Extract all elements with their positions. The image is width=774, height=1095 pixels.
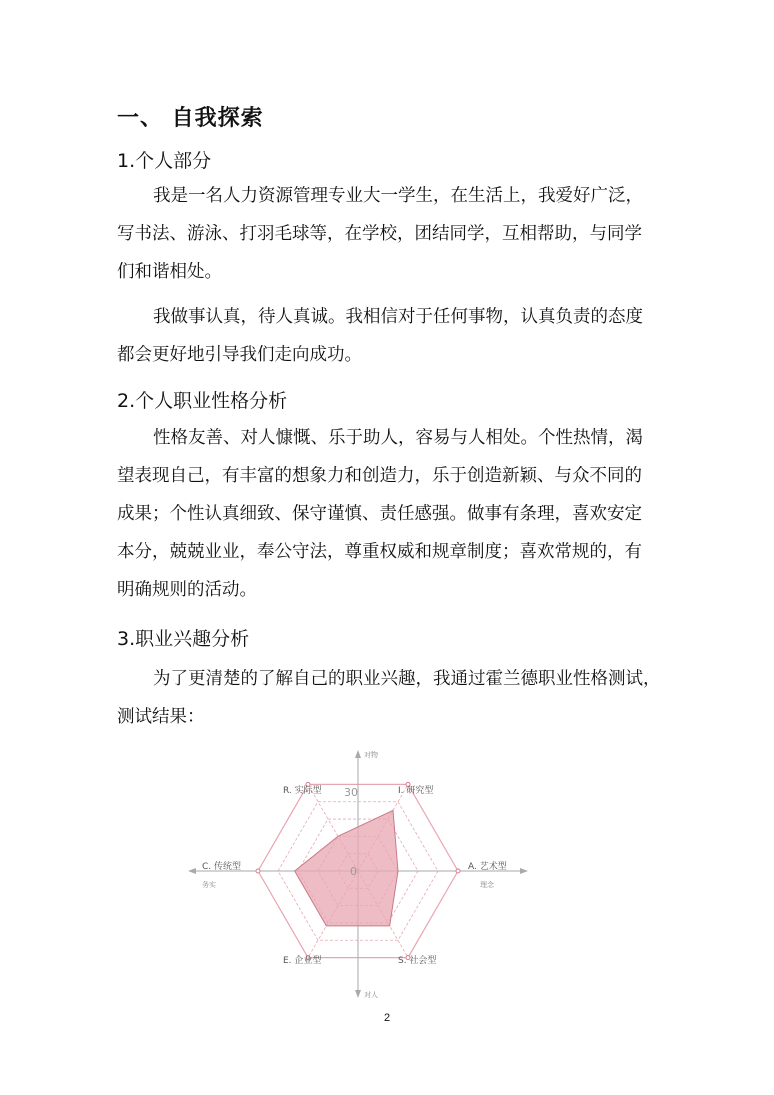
page-number: 2 [383, 1012, 391, 1024]
text-line: 我做事认真，待人真诚。我相信对于任何事物，认真负责的态度 [153, 307, 643, 327]
text-line: 为了更清楚的了解自己的职业兴趣，我通过霍兰德职业性格测试， [153, 669, 661, 689]
axis-arrow-left-icon [188, 868, 196, 874]
text-line: 们和谐相处。 [117, 262, 222, 282]
text-line: 望表现自己，有丰富的想象力和创造力，乐于创造新颖、与众不同的 [117, 466, 642, 486]
text-line: 明确规则的活动。 [117, 580, 257, 600]
text-line: 成果；个性认真细致、保守谨慎、责任感强。做事有条理，喜欢安定 [117, 504, 642, 524]
radar-category-label: A. 艺术型 [468, 862, 507, 872]
text-line: 本分，兢兢业业，奉公守法，尊重权威和规章制度；喜欢常规的，有 [117, 542, 642, 562]
text-line: 写书法、游泳、打羽毛球等，在学校，团结同学，互相帮助，与同学 [117, 224, 642, 244]
axis-arrow-right-icon [520, 868, 528, 874]
radar-category-label: R. 实际型 [283, 786, 322, 796]
text-line: 都会更好地引导我们走向成功。 [117, 345, 362, 365]
section2-paragraph [117, 419, 665, 609]
section-heading: 一、 自我探索 [117, 106, 264, 131]
holland-radar-chart [180, 740, 560, 1010]
radar-vertex-marker [456, 869, 460, 873]
radar-category-label: I. 研究型 [398, 786, 434, 796]
text-line: 性格友善、对人慷慨、乐于助人，容易与人相处。个性热情，渴 [153, 428, 643, 448]
radar-category-label: C. 传统型 [202, 862, 242, 872]
axis-label-bottom: 对人 [364, 991, 378, 999]
text-line: 我是一名人力资源管理专业大一学生，在生活上，我爱好广泛， [153, 186, 643, 206]
section1-paragraph1 [117, 177, 665, 291]
radar-vertex-marker [256, 869, 260, 873]
radar-data-area [295, 810, 398, 925]
scale-label-max: 30 [344, 786, 358, 799]
section3-paragraph [117, 660, 665, 736]
radar-category-label: E. 企业型 [283, 956, 322, 966]
text-line: 测试结果： [117, 707, 205, 727]
axis-arrow-down-icon [355, 990, 361, 998]
axis-label-left: 务实 [202, 881, 216, 889]
axis-label-right: 理念 [480, 881, 494, 889]
section2-title: 2.个人职业性格分析 [117, 390, 288, 412]
axis-label-top: 对物 [364, 751, 378, 759]
radar-category-label: S. 社会型 [398, 956, 437, 966]
section1-title: 1.个人部分 [117, 150, 212, 172]
section3-title: 3.职业兴趣分析 [117, 628, 250, 650]
scale-label-min: 0 [350, 865, 357, 878]
section1-paragraph2 [117, 298, 665, 374]
axis-arrow-up-icon [355, 750, 361, 758]
